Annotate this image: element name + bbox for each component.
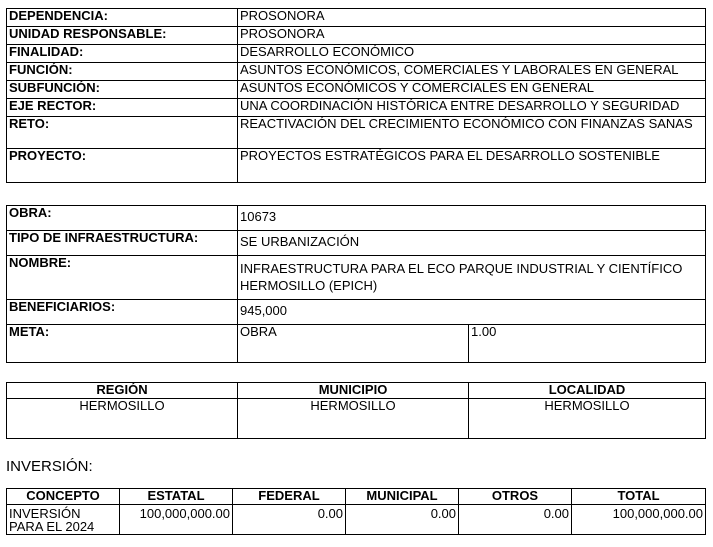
label-dependencia: DEPENDENCIA: bbox=[7, 9, 238, 27]
value-tipo-infraestructura: SE URBANIZACIÓN bbox=[238, 231, 706, 256]
value-municipal: 0.00 bbox=[346, 505, 459, 535]
header-localidad: LOCALIDAD bbox=[469, 383, 706, 399]
label-eje-rector: EJE RECTOR: bbox=[7, 99, 238, 117]
value-obra: 10673 bbox=[238, 206, 706, 231]
header-municipal: MUNICIPAL bbox=[346, 489, 459, 505]
value-reto: REACTIVACIÓN DEL CRECIMIENTO ECONÓMICO CON FINANZAS SANAS bbox=[238, 117, 706, 149]
value-unidad-responsable: PROSONORA bbox=[238, 27, 706, 45]
label-proyecto: PROYECTO: bbox=[7, 149, 238, 183]
label-unidad-responsable: UNIDAD RESPONSABLE: bbox=[7, 27, 238, 45]
header-estatal: ESTATAL bbox=[120, 489, 233, 505]
label-tipo-infraestructura: TIPO DE INFRAESTRUCTURA: bbox=[7, 231, 238, 256]
inversion-title: INVERSIÓN: bbox=[6, 458, 93, 475]
value-meta-unidad: OBRA bbox=[238, 325, 469, 363]
header-municipio: MUNICIPIO bbox=[238, 383, 469, 399]
value-proyecto: PROYECTOS ESTRATÉGICOS PARA EL DESARROLLO SOSTENIBLE bbox=[238, 149, 706, 183]
value-otros: 0.00 bbox=[459, 505, 572, 535]
obra-table bbox=[6, 205, 706, 363]
label-nombre: NOMBRE: bbox=[7, 256, 238, 300]
value-total: 100,000,000.00 bbox=[572, 505, 706, 535]
header-concepto: CONCEPTO bbox=[7, 489, 120, 505]
ubicacion-table bbox=[6, 382, 706, 439]
header-federal: FEDERAL bbox=[233, 489, 346, 505]
value-municipio: HERMOSILLO bbox=[238, 399, 469, 439]
inversion-table bbox=[6, 488, 706, 535]
value-region: HERMOSILLO bbox=[7, 399, 238, 439]
label-funcion: FUNCIÓN: bbox=[7, 63, 238, 81]
value-dependencia: PROSONORA bbox=[238, 9, 706, 27]
header-region: REGIÓN bbox=[7, 383, 238, 399]
value-funcion: ASUNTOS ECONÓMICOS, COMERCIALES Y LABORALES EN GENERAL bbox=[238, 63, 706, 81]
label-beneficiarios: BENEFICIARIOS: bbox=[7, 300, 238, 325]
value-federal: 0.00 bbox=[233, 505, 346, 535]
header-total: TOTAL bbox=[572, 489, 706, 505]
header-otros: OTROS bbox=[459, 489, 572, 505]
value-localidad: HERMOSILLO bbox=[469, 399, 706, 439]
label-meta: META: bbox=[7, 325, 238, 363]
label-obra: OBRA: bbox=[7, 206, 238, 231]
value-beneficiarios: 945,000 bbox=[238, 300, 706, 325]
label-reto: RETO: bbox=[7, 117, 238, 149]
label-subfuncion: SUBFUNCIÓN: bbox=[7, 81, 238, 99]
value-concepto: INVERSIÓN PARA EL 2024 bbox=[7, 505, 120, 535]
value-finalidad: DESARROLLO ECONÓMICO bbox=[238, 45, 706, 63]
general-info-table bbox=[6, 8, 706, 183]
label-finalidad: FINALIDAD: bbox=[7, 45, 238, 63]
value-estatal: 100,000,000.00 bbox=[120, 505, 233, 535]
value-subfuncion: ASUNTOS ECONÓMICOS Y COMERCIALES EN GENERAL bbox=[238, 81, 706, 99]
value-meta: 1.00 bbox=[469, 325, 706, 363]
value-eje-rector: UNA COORDINACIÓN HISTÓRICA ENTRE DESARROLLO Y SEGURIDAD bbox=[238, 99, 706, 117]
value-nombre: INFRAESTRUCTURA PARA EL ECO PARQUE INDUSTRIAL Y CIENTÍFICO HERMOSILLO (EPICH) bbox=[238, 256, 706, 300]
